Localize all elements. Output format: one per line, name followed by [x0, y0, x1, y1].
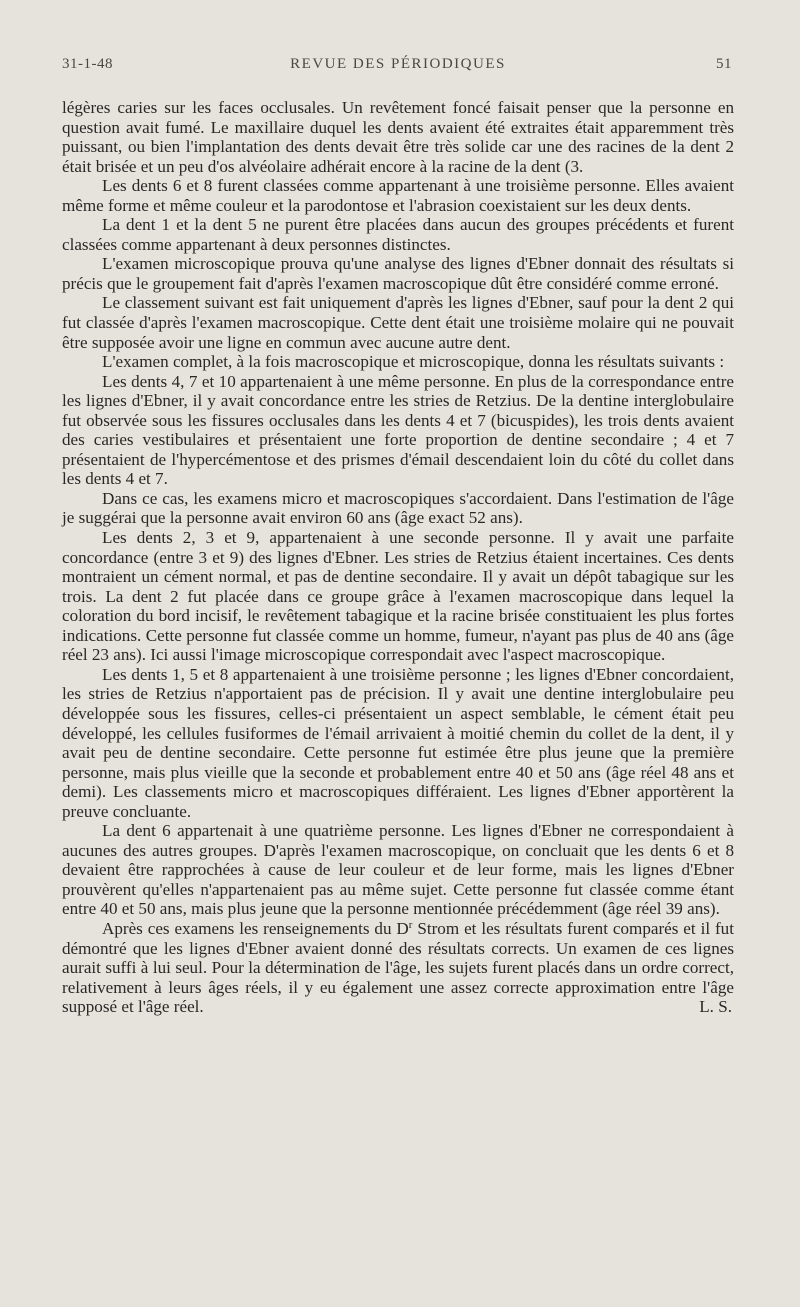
- header-journal-title: REVUE DES PÉRIODIQUES: [290, 56, 506, 72]
- final-text-start: Après ces examens les renseignements du D: [102, 918, 409, 938]
- paragraph: L'examen complet, à la fois macroscopique et microscopique, donna les résultats suivants :: [102, 352, 725, 372]
- header-page-number: 51: [716, 56, 732, 72]
- article-body: [62, 98, 734, 1017]
- superscript: r: [408, 918, 413, 931]
- paragraph: La dent 6 appartenait à une quatrième personne. Les lignes d'Ebner ne correspondaient à aucunes des autres groupes. D'après l'examen macroscopique, on concluait que les dents 6 et 8 devaient être rapprochées à cause de leur couleur et de leur forme, mais les lignes d'Ebner prouvèrent qu'elles n'appartenaient pas au même sujet. Cette personne fut classée comme étant entre 40 et 50 ans, mais plus jeune que la personne mentionnée précédemment (âge réel 39 ans).: [62, 821, 734, 919]
- paragraph: Dans ce cas, les examens micro et macroscopiques s'accordaient. Dans l'estimation de l'âge je suggérai que la personne avait environ 60 ans (âge exact 52 ans).: [62, 488, 734, 528]
- author-signature: L. S.: [699, 997, 732, 1017]
- paragraph: Les dents 4, 7 et 10 appartenaient à une même personne. En plus de la correspondance entre les lignes d'Ebner, il y avait concordance entre les stries de Retzius. De la dentine interglobulaire fut observée sous les fissures occlusales dans les dents 4 et 7 (bicuspides), les trois dents avaient des caries vestibulaires et présentaient une forte proportion de dentine secondaire ; 4 et 7 présentaient de l'hypercémentose et des prismes d'émail descendaient loin du côté du collet dans les dents 4 et 7.: [62, 371, 734, 489]
- paragraph-final: [62, 919, 734, 1017]
- paragraph: La dent 1 et la dent 5 ne purent être placées dans aucun des groupes précédents et furent classées comme appartenant à deux personnes distinctes.: [62, 215, 734, 254]
- paragraph: Le classement suivant est fait uniquement d'après les lignes d'Ebner, sauf pour la dent 2 qui fut classée d'après l'examen macroscopique. Cette dent était une troisième molaire qui ne pouvait être supposée avoir une ligne en commun avec aucune autre dent.: [62, 293, 734, 352]
- paragraph: L'examen microscopique prouva qu'une analyse des lignes d'Ebner donnait des résultats si précis que le groupement fait d'après l'examen macroscopique dût être considéré comme erroné.: [62, 254, 734, 293]
- paragraph: Les dents 6 et 8 furent classées comme appartenant à une troisième personne. Elles avaient même forme et même couleur et la parodontose et l'abrasion coexistaient sur les deux dents.: [62, 176, 734, 215]
- paragraph-continued: légères caries sur les faces occlusales. Un revêtement foncé faisait penser que la personne en question avait fumé. Le maxillaire duquel les dents avaient été extraites était apparemment très puissant, ou bien l'implantation des dents devait être très solide car une des racines de la dent 2 était brisée et un peu d'os alvéolaire adhérait encore à la racine de la dent (3.: [62, 98, 734, 176]
- final-text-end: Strom et les résultats furent comparés et il fut démontré que les lignes d'Ebner avaient donné des résultats corrects. Un examen de ces lignes aurait suffi à lui seul. Pour la détermination de l'âge, les sujets furent placés dans un ordre correct, relativement à leurs âges réels, il y eu également une assez correcte approximation entre l'âge supposé et l'âge réel.: [62, 918, 734, 1017]
- header-date: 31-1-48: [62, 56, 113, 72]
- paragraph: Les dents 1, 5 et 8 appartenaient à une troisième personne ; les lignes d'Ebner concordaient, les stries de Retzius n'apportaient pas de précision. Il y avait une dentine interglobulaire peu développée sous les fissures, celles-ci présentaient un aspect semblable, le cément était peu développé, les cellules fusiformes de l'émail arrivaient à moitié chemin du collet de la dent, il y avait peu de dentine secondaire. Cette personne fut estimée être plus jeune que la première personne, mais plus vieille que la seconde et probablement entre 40 et 50 ans (âge réel 48 ans et demi). Les classements micro et macroscopiques différaient. Les lignes d'Ebner apportèrent la preuve concluante.: [62, 664, 734, 821]
- running-header: [62, 56, 734, 78]
- paragraph: Les dents 2, 3 et 9, appartenaient à une seconde personne. Il y avait une parfaite concordance (entre 3 et 9) des lignes d'Ebner. Les stries de Retzius étaient incertaines. Ces dents montraient un cément normal, et pas de dentine secondaire. Il y avait un dépôt tabagique sur les trois. La dent 2 fut placée dans ce groupe grâce à l'examen macroscopique dans lequel la coloration du bord incisif, le revêtement tabagique et la racine brisée constituaient les plus fortes indications. Cette personne fut classée comme un homme, fumeur, n'ayant pas plus de 40 ans (âge réel 23 ans). Ici aussi l'image microscopique correspondait avec l'aspect macroscopique.: [62, 528, 734, 665]
